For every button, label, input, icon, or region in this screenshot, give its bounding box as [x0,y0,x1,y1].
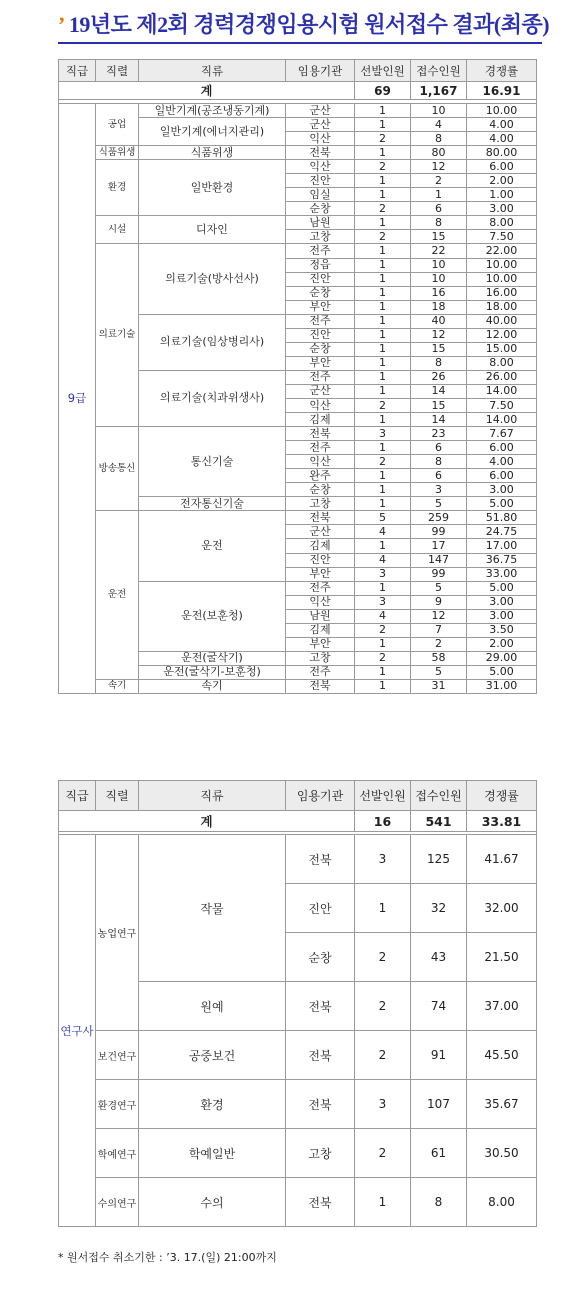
category-cell: 통신기술 [139,427,286,497]
agency-cell: 김제 [286,539,355,553]
agency-cell: 고창 [286,230,355,244]
select-count-cell: 3 [355,427,411,441]
competition-rate-cell: 14.00 [467,413,537,427]
agency-cell: 순창 [286,202,355,216]
apply-count-cell: 14 [411,413,467,427]
select-count-cell: 1 [355,272,411,286]
competition-rate-cell: 4.00 [467,455,537,469]
competition-rate-cell: 35.67 [467,1080,537,1129]
competition-rate-cell: 30.50 [467,1129,537,1178]
table-row [59,1178,537,1227]
table-row [59,511,537,525]
competition-rate-cell: 1.00 [467,188,537,202]
competition-rate-cell: 24.75 [467,525,537,539]
series-cell: 시설 [96,216,139,244]
table-row [59,1031,537,1080]
competition-rate-cell: 51.80 [467,511,537,525]
category-cell: 일반환경 [139,160,286,216]
select-count-cell: 1 [355,370,411,384]
apply-count-cell: 74 [411,982,467,1031]
apply-count-cell: 10 [411,272,467,286]
apply-count-cell: 22 [411,244,467,258]
agency-cell: 전주 [286,314,355,328]
competition-rate-cell: 33.00 [467,567,537,581]
select-count-cell: 4 [355,609,411,623]
header-grade: 직급 [59,781,96,811]
page-title [58,8,550,44]
category-cell: 디자인 [139,216,286,244]
apply-count-cell: 147 [411,553,467,567]
series-cell: 보건연구 [96,1031,139,1080]
apply-count-cell: 6 [411,202,467,216]
competition-rate-cell: 15.00 [467,342,537,356]
select-count-cell: 2 [355,982,411,1031]
agency-cell: 전북 [286,835,355,884]
agency-cell: 익산 [286,160,355,174]
competition-rate-cell: 12.00 [467,328,537,342]
header-apply-count: 접수인원 [411,60,467,82]
grade-cell: 연구사 [59,835,96,1227]
select-count-cell: 1 [355,884,411,933]
select-count-cell: 2 [355,455,411,469]
agency-cell: 진안 [286,553,355,567]
agency-cell: 전북 [286,1080,355,1129]
category-cell: 의료기술(치과위생사) [139,370,286,426]
apply-count-cell: 99 [411,525,467,539]
table-row [59,160,537,174]
apply-count-cell: 18 [411,300,467,314]
category-cell: 작물 [139,835,286,982]
category-cell: 일반기계(에너지관리) [139,118,286,146]
competition-rate-cell: 6.00 [467,160,537,174]
select-count-cell: 2 [355,398,411,412]
agency-cell: 진안 [286,884,355,933]
agency-cell: 전북 [286,1031,355,1080]
select-count-cell: 1 [355,497,411,511]
competition-rate-cell: 4.00 [467,132,537,146]
header-category: 직류 [139,781,286,811]
table-row [59,427,537,441]
agency-cell: 전북 [286,427,355,441]
agency-cell: 김제 [286,413,355,427]
select-count-cell: 2 [355,933,411,982]
total-label: 계 [59,82,355,100]
agency-cell: 익산 [286,398,355,412]
select-count-cell: 1 [355,174,411,188]
select-count-cell: 3 [355,1080,411,1129]
competition-rate-cell: 8.00 [467,356,537,370]
agency-cell: 전주 [286,665,355,679]
select-count-cell: 2 [355,623,411,637]
agency-cell: 고창 [286,651,355,665]
select-count-cell: 1 [355,118,411,132]
competition-rate-cell: 29.00 [467,651,537,665]
apply-count-cell: 8 [411,1178,467,1227]
competition-rate-cell: 26.00 [467,370,537,384]
competition-rate-cell: 10.00 [467,272,537,286]
table-row [59,244,537,258]
competition-rate-cell: 8.00 [467,216,537,230]
category-cell: 학예일반 [139,1129,286,1178]
apply-count-cell: 6 [411,441,467,455]
series-cell: 공업 [96,104,139,146]
agency-cell: 순창 [286,342,355,356]
agency-cell: 부안 [286,300,355,314]
apply-count-cell: 107 [411,1080,467,1129]
select-count-cell: 1 [355,441,411,455]
select-count-cell: 1 [355,413,411,427]
select-count-cell: 1 [355,314,411,328]
agency-cell: 순창 [286,483,355,497]
select-count-cell: 1 [355,300,411,314]
apply-count-cell: 58 [411,651,467,665]
agency-cell: 전북 [286,146,355,160]
total-apply-count: 541 [411,811,467,832]
apply-count-cell: 10 [411,258,467,272]
footnote: * 원서접수 취소기한 : ’3. 17.(일) 21:00까지 [58,1251,277,1264]
select-count-cell: 1 [355,581,411,595]
competition-rate-cell: 32.00 [467,884,537,933]
agency-cell: 고창 [286,1129,355,1178]
apply-count-cell: 12 [411,609,467,623]
competition-rate-cell: 10.00 [467,258,537,272]
series-cell: 의료기술 [96,244,139,427]
apply-count-cell: 80 [411,146,467,160]
competition-rate-cell: 18.00 [467,300,537,314]
competition-rate-cell: 45.50 [467,1031,537,1080]
apply-count-cell: 91 [411,1031,467,1080]
competition-rate-cell: 7.67 [467,427,537,441]
category-cell: 원예 [139,982,286,1031]
select-count-cell: 3 [355,835,411,884]
apply-count-cell: 31 [411,679,467,693]
competition-rate-cell: 21.50 [467,933,537,982]
competition-rate-cell: 2.00 [467,174,537,188]
category-cell: 의료기술(임상병리사) [139,314,286,370]
header-agency: 임용기관 [286,60,355,82]
agency-cell: 완주 [286,469,355,483]
competition-rate-cell: 22.00 [467,244,537,258]
header-apply-count: 접수인원 [411,781,467,811]
select-count-cell: 2 [355,230,411,244]
agency-cell: 익산 [286,455,355,469]
header-category: 직류 [139,60,286,82]
results-table-researcher [58,780,537,1227]
agency-cell: 전북 [286,679,355,693]
table-row [59,104,537,118]
select-count-cell: 2 [355,1031,411,1080]
apply-count-cell: 40 [411,314,467,328]
apply-count-cell: 26 [411,370,467,384]
competition-rate-cell: 3.00 [467,595,537,609]
table-row [59,146,537,160]
select-count-cell: 2 [355,160,411,174]
apply-count-cell: 8 [411,132,467,146]
competition-rate-cell: 3.00 [467,483,537,497]
apply-count-cell: 17 [411,539,467,553]
apply-count-cell: 2 [411,174,467,188]
total-row [59,82,537,100]
competition-rate-cell: 14.00 [467,384,537,398]
series-cell: 운전 [96,511,139,680]
total-competition-rate: 33.81 [467,811,537,832]
agency-cell: 전북 [286,1178,355,1227]
select-count-cell: 1 [355,679,411,693]
apply-count-cell: 7 [411,623,467,637]
apply-count-cell: 10 [411,104,467,118]
agency-cell: 전주 [286,441,355,455]
apply-count-cell: 1 [411,188,467,202]
apply-count-cell: 5 [411,665,467,679]
category-cell: 식품위생 [139,146,286,160]
select-count-cell: 1 [355,665,411,679]
agency-cell: 김제 [286,623,355,637]
competition-rate-cell: 10.00 [467,104,537,118]
title-mark: ’ [58,12,65,37]
apply-count-cell: 3 [411,483,467,497]
select-count-cell: 1 [355,244,411,258]
apply-count-cell: 5 [411,497,467,511]
table-row [59,1080,537,1129]
competition-rate-cell: 80.00 [467,146,537,160]
apply-count-cell: 2 [411,637,467,651]
series-cell: 식품위생 [96,146,139,160]
competition-rate-cell: 5.00 [467,665,537,679]
category-cell: 환경 [139,1080,286,1129]
agency-cell: 진안 [286,272,355,286]
series-cell: 수의연구 [96,1178,139,1227]
table-row [59,216,537,230]
select-count-cell: 1 [355,469,411,483]
apply-count-cell: 4 [411,118,467,132]
competition-rate-cell: 3.00 [467,202,537,216]
competition-rate-cell: 16.00 [467,286,537,300]
category-cell: 일반기계(공조냉동기계) [139,104,286,118]
apply-count-cell: 259 [411,511,467,525]
competition-rate-cell: 5.00 [467,497,537,511]
competition-rate-cell: 36.75 [467,553,537,567]
category-cell: 운전(굴삭기) [139,651,286,665]
category-cell: 운전 [139,511,286,581]
header-grade: 직급 [59,60,96,82]
header-competition-rate: 경쟁률 [467,60,537,82]
agency-cell: 부안 [286,637,355,651]
agency-cell: 전북 [286,511,355,525]
select-count-cell: 4 [355,553,411,567]
select-count-cell: 2 [355,651,411,665]
select-count-cell: 1 [355,637,411,651]
category-cell: 전자통신기술 [139,497,286,511]
apply-count-cell: 15 [411,230,467,244]
select-count-cell: 1 [355,216,411,230]
competition-rate-cell: 2.00 [467,637,537,651]
series-cell: 농업연구 [96,835,139,1031]
agency-cell: 군산 [286,525,355,539]
table-row [59,1129,537,1178]
series-cell: 학예연구 [96,1129,139,1178]
apply-count-cell: 15 [411,398,467,412]
competition-rate-cell: 6.00 [467,441,537,455]
table-row [59,679,537,693]
select-count-cell: 3 [355,567,411,581]
agency-cell: 남원 [286,216,355,230]
category-cell: 운전(굴삭기-보훈청) [139,665,286,679]
apply-count-cell: 14 [411,384,467,398]
apply-count-cell: 125 [411,835,467,884]
header-agency: 임용기관 [286,781,355,811]
competition-rate-cell: 7.50 [467,230,537,244]
select-count-cell: 1 [355,539,411,553]
competition-rate-cell: 37.00 [467,982,537,1031]
competition-rate-cell: 5.00 [467,581,537,595]
total-competition-rate: 16.91 [467,82,537,100]
category-cell: 속기 [139,679,286,693]
agency-cell: 정읍 [286,258,355,272]
apply-count-cell: 23 [411,427,467,441]
agency-cell: 고창 [286,497,355,511]
agency-cell: 순창 [286,286,355,300]
select-count-cell: 1 [355,104,411,118]
competition-rate-cell: 8.00 [467,1178,537,1227]
apply-count-cell: 12 [411,160,467,174]
total-apply-count: 1,167 [411,82,467,100]
agency-cell: 군산 [286,384,355,398]
competition-rate-cell: 40.00 [467,314,537,328]
select-count-cell: 1 [355,258,411,272]
competition-rate-cell: 17.00 [467,539,537,553]
category-cell: 의료기술(방사선사) [139,244,286,314]
competition-rate-cell: 41.67 [467,835,537,884]
select-count-cell: 1 [355,356,411,370]
select-count-cell: 4 [355,525,411,539]
select-count-cell: 3 [355,595,411,609]
total-row [59,811,537,832]
series-cell: 방송통신 [96,427,139,511]
select-count-cell: 2 [355,1129,411,1178]
select-count-cell: 2 [355,202,411,216]
header-competition-rate: 경쟁률 [467,781,537,811]
agency-cell: 부안 [286,567,355,581]
series-cell: 속기 [96,679,139,693]
apply-count-cell: 8 [411,455,467,469]
competition-rate-cell: 7.50 [467,398,537,412]
agency-cell: 순창 [286,933,355,982]
agency-cell: 익산 [286,132,355,146]
select-count-cell: 1 [355,328,411,342]
agency-cell: 전북 [286,982,355,1031]
category-cell: 공중보건 [139,1031,286,1080]
select-count-cell: 1 [355,286,411,300]
select-count-cell: 1 [355,188,411,202]
agency-cell: 전주 [286,370,355,384]
competition-rate-cell: 4.00 [467,118,537,132]
series-cell: 환경 [96,160,139,216]
agency-cell: 부안 [286,356,355,370]
category-cell: 운전(보훈청) [139,581,286,651]
select-count-cell: 5 [355,511,411,525]
apply-count-cell: 15 [411,342,467,356]
agency-cell: 임실 [286,188,355,202]
header-select-count: 선발인원 [355,60,411,82]
header-series: 직렬 [96,781,139,811]
apply-count-cell: 5 [411,581,467,595]
apply-count-cell: 8 [411,356,467,370]
header-select-count: 선발인원 [355,781,411,811]
competition-rate-cell: 6.00 [467,469,537,483]
apply-count-cell: 61 [411,1129,467,1178]
select-count-cell: 1 [355,342,411,356]
apply-count-cell: 16 [411,286,467,300]
results-table-grade9 [58,59,537,694]
apply-count-cell: 9 [411,595,467,609]
agency-cell: 진안 [286,328,355,342]
select-count-cell: 1 [355,146,411,160]
total-select-count: 69 [355,82,411,100]
category-cell: 수의 [139,1178,286,1227]
series-cell: 환경연구 [96,1080,139,1129]
agency-cell: 전주 [286,244,355,258]
apply-count-cell: 12 [411,328,467,342]
select-count-cell: 2 [355,132,411,146]
header-series: 직렬 [96,60,139,82]
agency-cell: 진안 [286,174,355,188]
agency-cell: 전주 [286,581,355,595]
agency-cell: 군산 [286,118,355,132]
title-text: 19년도 제2회 경력경쟁임용시험 원서접수 결과(최종) [68,12,550,37]
agency-cell: 군산 [286,104,355,118]
table-row [59,835,537,884]
apply-count-cell: 99 [411,567,467,581]
apply-count-cell: 32 [411,884,467,933]
competition-rate-cell: 3.50 [467,623,537,637]
select-count-cell: 1 [355,384,411,398]
select-count-cell: 1 [355,483,411,497]
apply-count-cell: 8 [411,216,467,230]
competition-rate-cell: 3.00 [467,609,537,623]
grade-cell: 9급 [59,104,96,694]
competition-rate-cell: 31.00 [467,679,537,693]
select-count-cell: 1 [355,1178,411,1227]
apply-count-cell: 6 [411,469,467,483]
apply-count-cell: 43 [411,933,467,982]
total-label: 계 [59,811,355,832]
total-select-count: 16 [355,811,411,832]
agency-cell: 익산 [286,595,355,609]
agency-cell: 남원 [286,609,355,623]
